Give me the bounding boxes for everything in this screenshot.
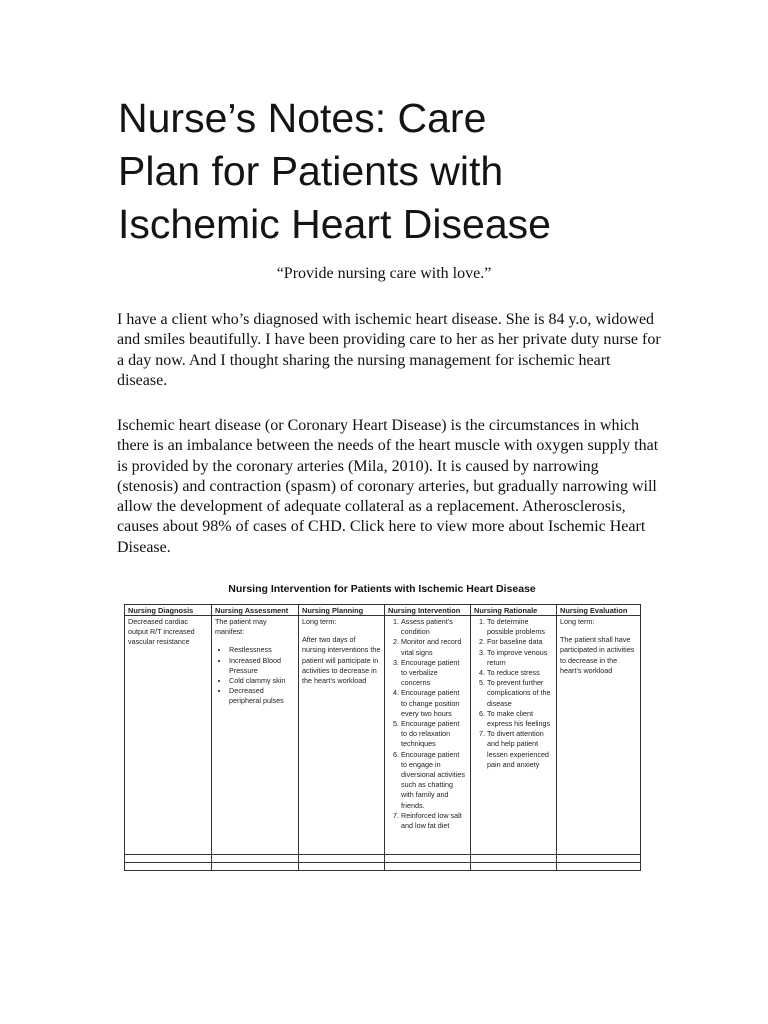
- title-line-3: Ischemic Heart Disease: [118, 201, 551, 247]
- assessment-item: • Restlessness: [229, 645, 295, 655]
- intro-paragraph: I have a client who’s diagnosed with ischemic heart disease. She is 84 y.o, widowed and smiles beautifully. I have been providing care to her as her private duty nurse for a day now. And I thought sharing the nursing management for ischemic heart disease.: [117, 311, 661, 389]
- assessment-item: • Cold clammy skin: [229, 676, 295, 686]
- rationale-item: 6. To make client express his feelings: [487, 709, 553, 729]
- rationale-item: 1. To determine possible problems: [487, 617, 553, 637]
- assessment-list: [215, 645, 295, 706]
- evaluation-heading: Long term:: [560, 617, 595, 626]
- intervention-item: 3. Encourage patient to verbalize concerns: [401, 658, 467, 689]
- intervention-list: [388, 617, 467, 831]
- header-planning: Nursing Planning: [299, 605, 385, 616]
- rationale-item: 3. To improve venous return: [487, 648, 553, 668]
- empty-cell: [125, 863, 212, 871]
- header-rationale: Nursing Rationale: [471, 605, 557, 616]
- title-line-1: Nurse’s Notes: Care: [118, 95, 487, 141]
- empty-cell: [385, 863, 471, 871]
- assessment-intro: The patient may manifest:: [215, 617, 267, 637]
- intervention-item: 1. Assess patient’s condition: [401, 617, 467, 637]
- assessment-cell: [212, 616, 299, 855]
- rationale-item: 2. For baseline data: [487, 637, 553, 647]
- title-line-2: Plan for Patients with: [118, 148, 504, 194]
- empty-cell: [212, 855, 299, 863]
- empty-cell: [299, 855, 385, 863]
- diagnosis-text: Decreased cardiac output R/T increased vascular resistance: [128, 617, 195, 647]
- assessment-item: • Increased Blood Pressure: [229, 656, 295, 676]
- intervention-item: 6. Encourage patient to engage in diversional activities such as chatting with family and friends.: [401, 750, 467, 811]
- rationale-item: 5. To prevent further complications of the disease: [487, 678, 553, 709]
- intervention-cell: [385, 616, 471, 855]
- rationale-item: 4. To reduce stress: [487, 668, 553, 678]
- assessment-item: • Decreased peripheral pulses: [229, 686, 295, 706]
- header-evaluation: Nursing Evaluation: [557, 605, 641, 616]
- table-row: [125, 616, 641, 855]
- planning-cell: [299, 616, 385, 855]
- empty-cell: [299, 863, 385, 871]
- header-intervention: Nursing Intervention: [385, 605, 471, 616]
- empty-cell: [125, 855, 212, 863]
- header-assessment: Nursing Assessment: [212, 605, 299, 616]
- rationale-item: 7. To divert attention and help patient lessen experienced pain and anxiety: [487, 729, 553, 770]
- rationale-cell: [471, 616, 557, 855]
- empty-cell: [385, 855, 471, 863]
- definition-paragraph: Ischemic heart disease (or Coronary Heart Disease) is the circumstances in which there is an imbalance between the needs of the heart muscle with oxygen supply that is provided by the coronary arteries (Mila, 2010). It is caused by narrowing (stenosis) and contraction (spasm) of coronary arteries, but gradually narrowing will allow the development of adequate collateral as a replacement. Atherosclerosis, causes about 98% of cases of CHD. Click here to view more about Ischemic Heart Disease.: [117, 417, 659, 556]
- care-plan-table: [124, 604, 641, 871]
- evaluation-text: The patient shall have participated in activities to decrease in the heart’s workload: [560, 635, 635, 675]
- page-title: [118, 92, 678, 251]
- rationale-list: [474, 617, 553, 770]
- diagnosis-cell: [125, 616, 212, 855]
- empty-cell: [471, 863, 557, 871]
- table-header-row: [125, 605, 641, 616]
- empty-row: [125, 855, 641, 863]
- planning-heading: Long term:: [302, 617, 337, 626]
- empty-cell: [557, 855, 641, 863]
- quote: “Provide nursing care with love.”: [276, 265, 492, 282]
- empty-cell: [557, 863, 641, 871]
- empty-cell: [212, 863, 299, 871]
- header-diagnosis: Nursing Diagnosis: [125, 605, 212, 616]
- empty-cell: [471, 855, 557, 863]
- table-title: Nursing Intervention for Patients with Ischemic Heart Disease: [228, 583, 536, 595]
- empty-row: [125, 863, 641, 871]
- intervention-item: 2. Monitor and record vital signs: [401, 637, 467, 657]
- intervention-item: 5. Encourage patient to do relaxation techniques: [401, 719, 467, 750]
- planning-text: After two days of nursing interventions the patient will participate in activities to decrease in the heart’s workload: [302, 635, 381, 686]
- intervention-item: 4. Encourage patient to change position every two hours: [401, 688, 467, 719]
- intervention-item: 7. Reinforced low salt and low fat diet: [401, 811, 467, 831]
- evaluation-cell: [557, 616, 641, 855]
